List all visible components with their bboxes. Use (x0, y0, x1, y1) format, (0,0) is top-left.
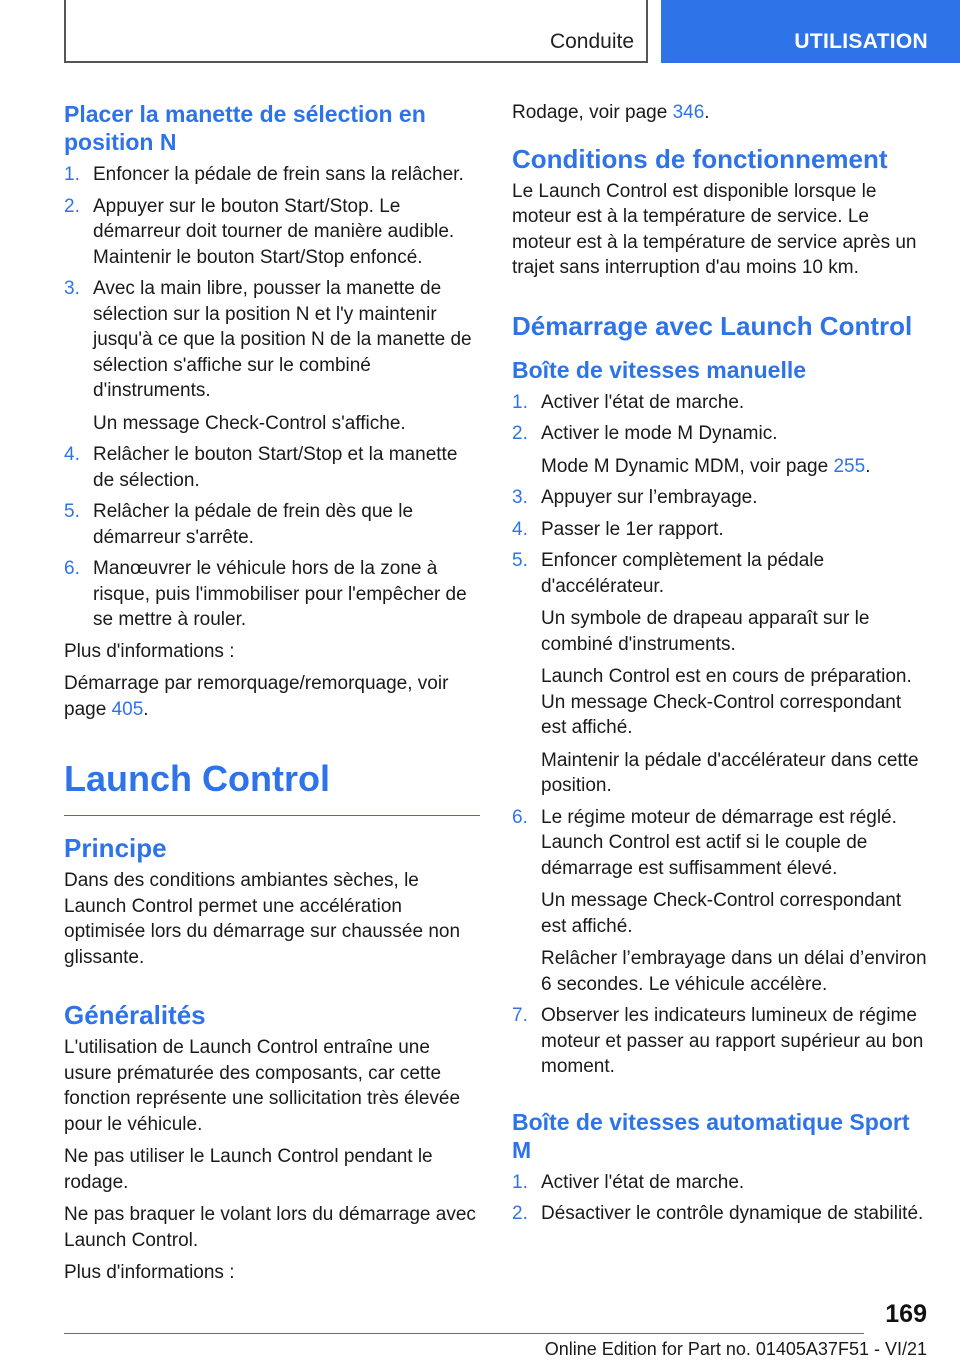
step-note: Launch Control est en cours de préparation. Un message Check-Control correspondant est affiché. (541, 666, 912, 738)
list-item: 1. Activer l'état de marche. (512, 1171, 745, 1193)
list-item: 6. Manœuvrer le véhicule hors de la zone à risque, puis l'immobiliser pour l'empêcher de se mettre à rouler. (64, 558, 467, 630)
more-info-label: Plus d'informations : (64, 640, 235, 662)
general-text-4: Plus d'informations : (64, 1262, 235, 1283)
general-text-1: L'utilisation de Launch Control entraîne une usure prématurée des composants, car cette fonction représente une sollicitation très élevée pour le véhicule. (64, 1037, 461, 1135)
conditions-heading: Conditions de fonctionnement (512, 143, 888, 174)
footer-divider (64, 1333, 864, 1334)
step-note: Un symbole de drapeau apparaît sur le combiné d'instruments. (541, 608, 870, 655)
header-section-label: Conduite (549, 30, 634, 53)
list-item: 7. Observer les indicateurs lumineux de régime moteur et passer au rapport supérieur au bon moment. (512, 1005, 924, 1077)
list-item: 6. Le régime moteur de démarrage est réglé. Launch Control est actif si le couple de démarrage est suffisamment élevé. Un message Check-Control correspondant est affiché. Relâcher l’embrayage dans un délai d’environ 6 secondes. Le véhicule accélère. (512, 805, 928, 998)
page-number: 169 (885, 1300, 927, 1328)
manual-steps (512, 390, 928, 1080)
neutral-heading: Placer la manette de sélection en position N (64, 101, 426, 155)
list-item: 3. Appuyer sur l’embrayage. (512, 487, 758, 508)
general-text-2: Ne pas utiliser le Launch Control pendant le rodage. (64, 1146, 433, 1193)
step-note: Un message Check-Control correspondant est affiché. (541, 890, 902, 937)
step-note: Maintenir la pédale d'accélérateur dans cette position. (541, 749, 919, 796)
list-item: 2. Désactiver le contrôle dynamique de stabilité. (512, 1203, 924, 1224)
principle-text: Dans des conditions ambiantes sèches, le Launch Control permet une accélération optimisée lors du démarrage sur chaussée non glissante. (64, 870, 461, 968)
general-text-3: Ne pas braquer le volant lors du démarrage avec Launch Control. (64, 1204, 476, 1251)
towing-reference: Démarrage par remorquage/remorquage, voir page 405. (64, 673, 449, 720)
left-column (64, 100, 480, 1293)
neutral-steps (64, 162, 480, 633)
step-note: Relâcher l’embrayage dans un délai d’environ 6 secondes. Le véhicule accélère. (541, 948, 927, 995)
chapter-title: Launch Control (64, 757, 480, 816)
list-item: 1. Activer l'état de marche. (512, 391, 745, 413)
step-note: Mode M Dynamic MDM, voir page 255. (541, 455, 871, 477)
general-heading: Généralités (64, 1000, 206, 1030)
list-item: 5. Enfoncer complètement la pédale d'accélérateur. Un symbole de drapeau apparaît sur le combiné d'instruments. Launch Control est en cours de préparation. Un message Check-Control correspondant est affiché. Maintenir la pédale d'accélérateur dans cette position. (512, 548, 928, 799)
footer-edition: Online Edition for Part no. 01405A37F51 - VI/21 (544, 1339, 927, 1359)
auto-steps (512, 1170, 928, 1227)
principle-heading: Principe (64, 833, 167, 863)
list-item: 4. Passer le 1er rapport. (512, 518, 724, 540)
header-section-box (64, 0, 648, 63)
start-heading: Démarrage avec Launch Control (512, 310, 913, 341)
page-link-255[interactable]: 255 (833, 455, 866, 477)
header-chapter-label: UTILISATION (794, 30, 928, 53)
manual-gearbox-heading: Boîte de vitesses manuelle (512, 356, 807, 383)
header-chapter-tab (661, 0, 960, 63)
list-item: 4. Relâcher le bouton Start/Stop et la manette de sélection. (64, 444, 458, 491)
step-note: Un message Check-Control s'affiche. (93, 412, 406, 434)
conditions-text: Le Launch Control est disponible lorsque le moteur est à la température de service. Le moteur est à la température de service après un trajet sans interruption d'au moins 10 km. (512, 180, 917, 278)
list-item: 1. Enfoncer la pédale de frein sans la relâcher. (64, 164, 464, 185)
list-item: 3. Avec la main libre, pousser la manette de sélection sur la position N et l'y maintenir jusqu'à ce que la position N de la manette de sélection s'affiche sur le combiné d'instruments. Un message Check-Control s'affiche. (64, 276, 480, 436)
page-link-405[interactable]: 405 (111, 698, 144, 720)
auto-gearbox-heading: Boîte de vitesses automatique Sport M (512, 1108, 910, 1163)
rodage-reference: Rodage, voir page 346. (512, 102, 710, 123)
list-item: 5. Relâcher la pédale de frein dès que le démarreur s'arrête. (64, 501, 414, 548)
page-link-346[interactable]: 346 (672, 102, 705, 123)
right-column (512, 100, 928, 1233)
list-item: 2. Appuyer sur le bouton Start/Stop. Le démarreur doit tourner de manière audible. Maintenir le bouton Start/Stop enfoncé. (64, 195, 455, 268)
list-item: 2. Activer le mode M Dynamic. Mode M Dynamic MDM, voir page 255. (512, 421, 928, 479)
